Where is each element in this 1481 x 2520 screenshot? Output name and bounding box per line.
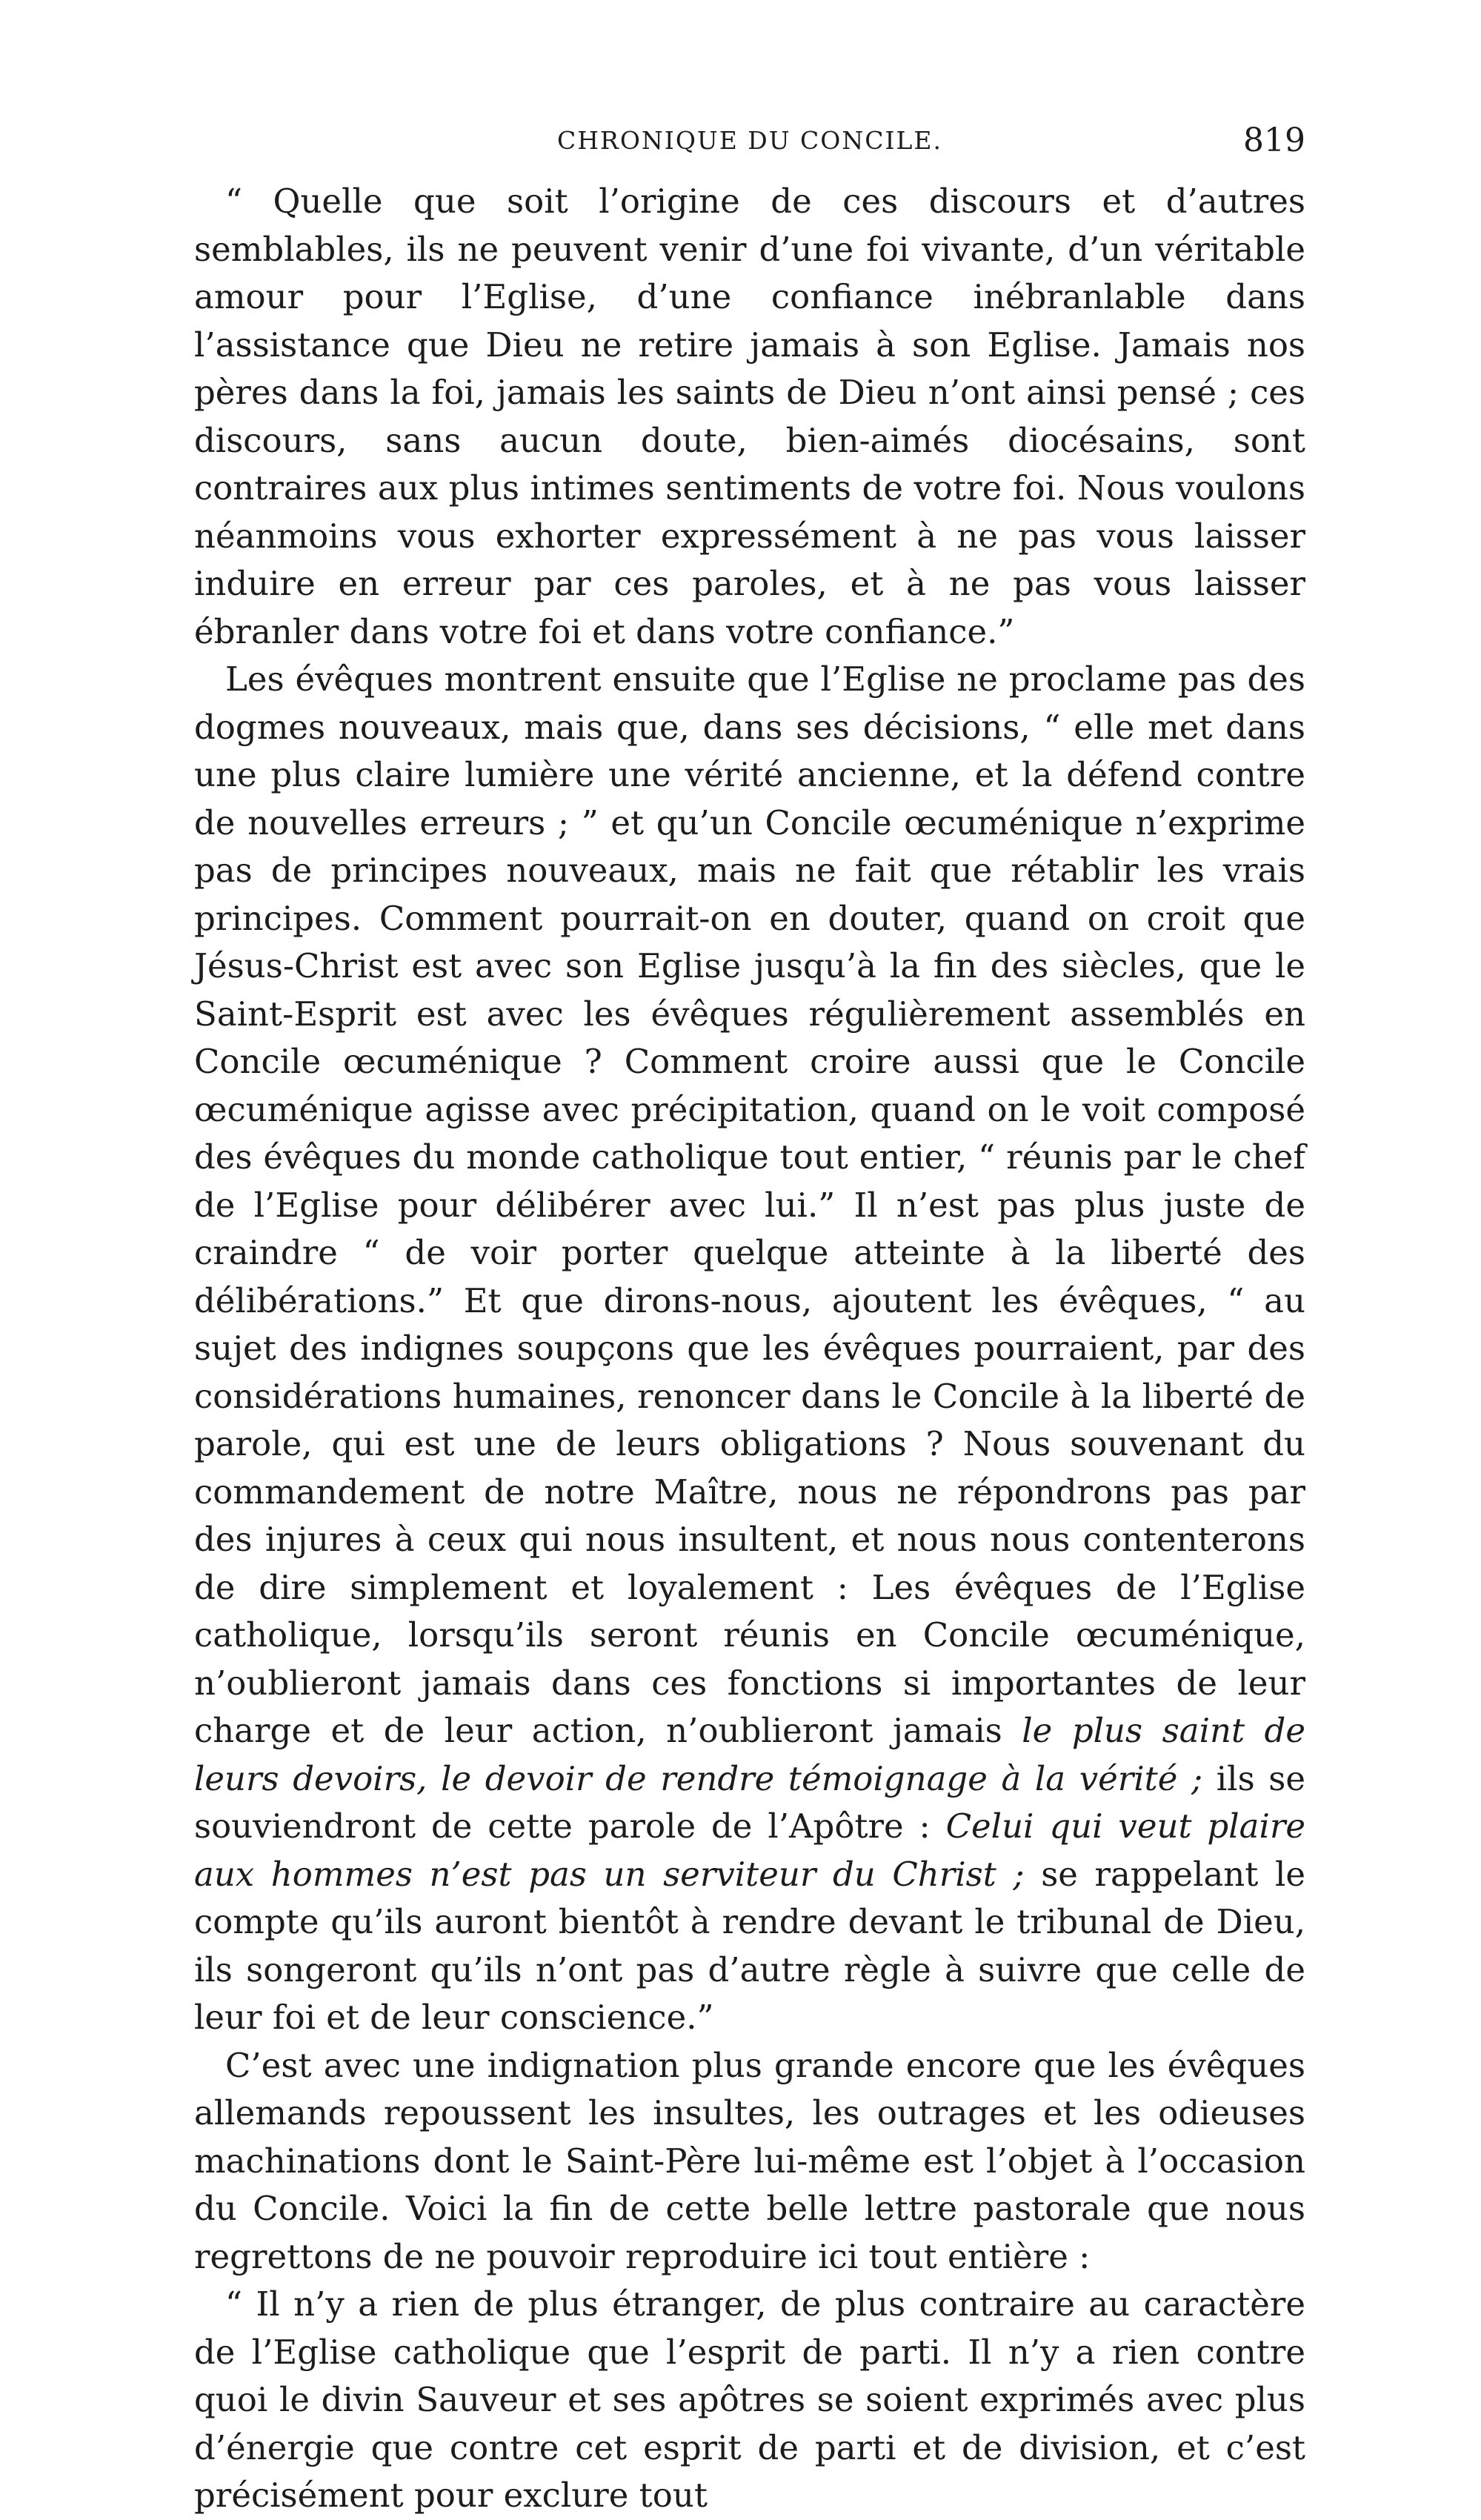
paragraph-bishops-argument (194, 656, 1305, 2042)
running-header (194, 119, 1305, 178)
paragraph-quote-2: “ Il n’y a rien de plus étranger, de plus contraire au caractère de l’Eglise catholique que l’esprit de parti. Il n’y a rien contre quoi le divin Sauveur et ses apôtres se soient exprimés avec plus d’énergie que contre cet esprit de parti et de division, et c’est précisément pour exclure tout (194, 2284, 1305, 2515)
book-page (194, 119, 1305, 2520)
paragraph-quote-1: “ Quelle que soit l’origine de ces discours et d’autres semblables, ils ne peuvent venir d’une foi vivante, d’un véritable amour pour l’Eglise, d’une confiance inébranlable dans l’assistance que Dieu ne retire jamais à son Eglise. Jamais nos pères dans la foi, jamais les saints de Dieu n’ont ainsi pensé ; ces discours, sans aucun doute, bien-aimés diocésains, sont contraires aux plus intimes sentiments de votre foi. Nous voulons néanmoins vous exhorter expressément à ne pas vous laisser induire en erreur par ces paroles, et à ne pas vous laisser ébranler dans votre foi et dans votre confiance.” (194, 182, 1305, 651)
paragraph-indignation: C’est avec une indignation plus grande encore que les évêques allemands repoussent les insultes, les outrages et les odieuses machinations dont le Saint-Père lui-même est l’objet à l’occasion du Concile. Voici la fin de cette belle lettre pastorale que nous regrettons de ne pouvoir reproduire ici tout entière : (194, 2045, 1305, 2276)
italic-run: le plus saint de leurs devoirs, le devoir de rendre témoignage à la vérité ; (194, 1711, 1305, 1798)
running-title: CHRONIQUE DU CONCILE. (556, 126, 942, 155)
text-run: se rappelant le compte qu’ils auront bientôt à rendre devant le tribunal de Dieu, ils songeront qu’ils n’ont pas d’autre règle à suivre que celle de leur foi et de leur conscience.” (194, 1854, 1305, 2037)
text-run: ils se souviendront de cette parole de l’Apôtre : (194, 1758, 1305, 1846)
text-run: Les évêques montrent ensuite que l’Eglise ne proclame pas des dogmes nouveaux, mais que, dans ses décisions, “ elle met dans une plus claire lumière une vérité ancienne, et la défend contre de nouvelles erreurs ; ” et qu’un Concile œcuménique n’exprime pas de principes nouveaux, mais ne fait que rétablir les vrais principes. Comment pourrait-on en douter, quand on croit que Jésus-Christ est avec son Eglise jusqu’à la fin des siècles, que le Saint-Esprit est avec les évêques régulièrement assemblés en Concile œcuménique ? Comment croire aussi que le Concile œcuménique agisse avec précipitation, quand on le voit composé des évêques du monde catholique tout entier, “ réunis par le chef de l’Eglise pour délibérer avec lui.” Il n’est pas plus juste de craindre “ de voir porter quelque atteinte à la liberté des délibérations.” Et que dirons-nous, ajoutent les évêques, “ au sujet des indignes soupçons que les évêques pourraient, par des considérations humaines, renoncer dans le Concile à la liberté de parole, qui est une de leurs obligations ? Nous souvenant du commandement de notre Maître, nous ne répondrons pas par des injures à ceux qui nous insultent, et nous nous contenterons de dire simplement et loyalement : Les évêques de l’Eglise catholique, lorsqu’ils seront réunis en Concile œcuménique, n’oublieront jamais dans ces fonctions si importantes de leur charge et de leur action, n’oublieront jamais (194, 659, 1305, 1750)
italic-run: Celui qui veut plaire aux hommes n’est pas un serviteur du Christ ; (194, 1806, 1305, 1894)
page-number: 819 (1243, 122, 1305, 159)
